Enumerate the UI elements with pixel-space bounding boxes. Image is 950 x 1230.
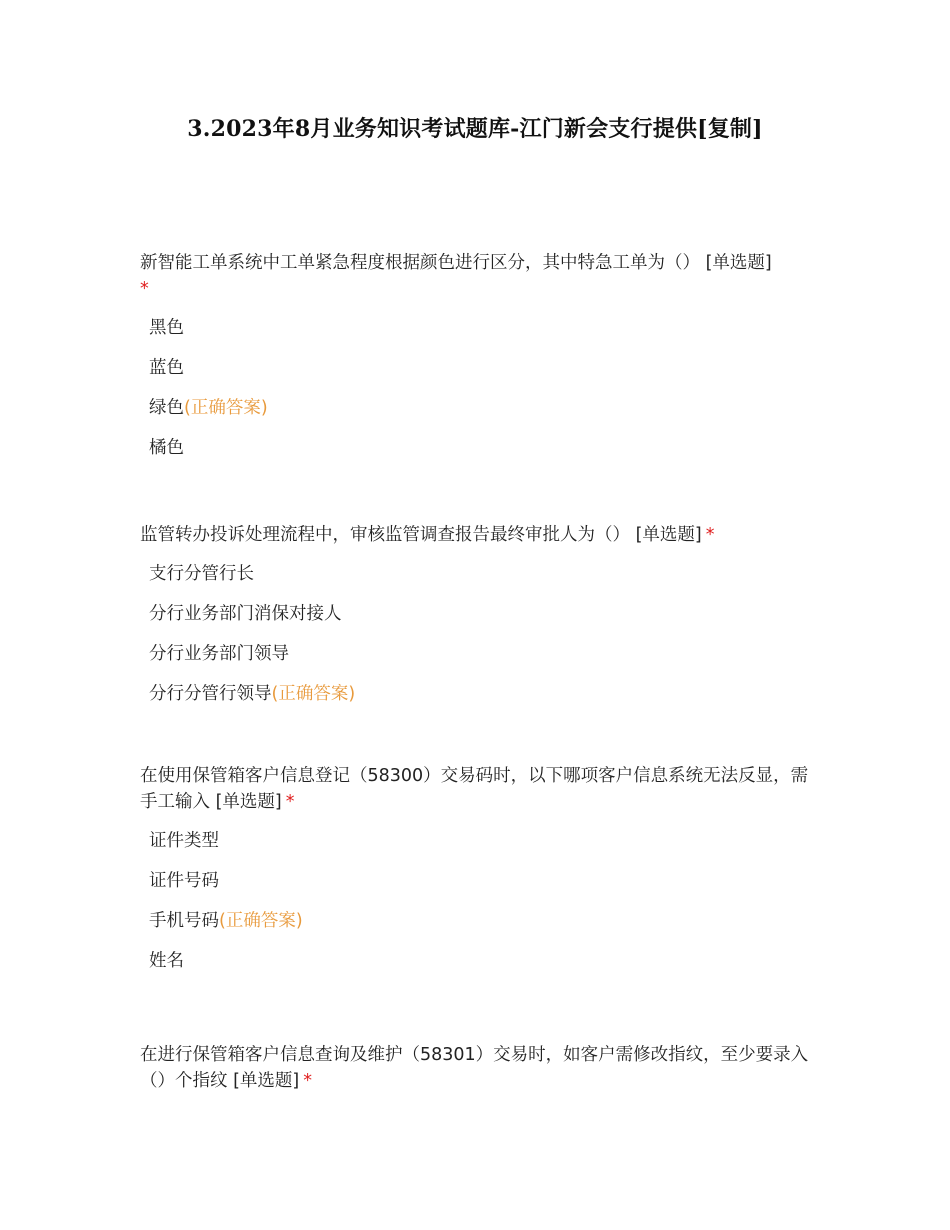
question-3	[140, 763, 815, 989]
option-label: 橘色	[149, 438, 184, 458]
question-label: 在使用保管箱客户信息登记（58300）交易码时，以下哪项客户信息系统无法反显，需手工输入	[140, 766, 809, 812]
options-list	[140, 316, 815, 476]
question-1	[140, 250, 815, 476]
question-4	[140, 1042, 815, 1094]
page-title: 3.2023年8月业务知识考试题库-江门新会支行提供[复制]	[187, 116, 763, 142]
question-text	[140, 1042, 815, 1094]
question-2	[140, 522, 815, 722]
option-item	[140, 869, 815, 909]
question-label: 监管转办投诉处理流程中，审核监管调查报告最终审批人为（）	[140, 525, 630, 545]
correct-answer-tag: (正确答案)	[184, 398, 268, 418]
option-label: 支行分管行长	[149, 564, 254, 584]
options-list	[140, 829, 815, 989]
option-item	[140, 396, 815, 436]
option-label: 蓝色	[149, 358, 184, 378]
options-list	[140, 562, 815, 722]
question-type: [单选题]	[705, 253, 772, 273]
option-label: 分行分管行领导	[149, 684, 272, 704]
option-item	[140, 562, 815, 602]
question-text	[140, 522, 815, 548]
option-label: 分行业务部门消保对接人	[149, 604, 342, 624]
question-text	[140, 763, 815, 815]
option-label: 绿色	[149, 398, 184, 418]
option-item	[140, 642, 815, 682]
option-item	[140, 436, 815, 476]
option-item	[140, 602, 815, 642]
required-mark: *	[303, 1071, 312, 1091]
option-label: 分行业务部门领导	[149, 644, 289, 664]
question-label: 新智能工单系统中工单紧急程度根据颜色进行区分，其中特急工单为（）	[140, 253, 700, 273]
option-label: 黑色	[149, 318, 184, 338]
option-item	[140, 356, 815, 396]
option-label: 证件类型	[149, 831, 219, 851]
question-type: [单选题]	[635, 525, 702, 545]
required-mark: *	[705, 525, 715, 545]
option-item	[140, 829, 815, 869]
required-mark: *	[140, 279, 149, 299]
option-label: 姓名	[149, 951, 184, 971]
correct-answer-tag: (正确答案)	[219, 911, 303, 931]
option-label: 证件号码	[149, 871, 219, 891]
option-item	[140, 316, 815, 356]
question-type: [单选题]	[233, 1071, 300, 1091]
question-text	[140, 250, 815, 302]
option-label: 手机号码	[149, 911, 219, 931]
required-mark: *	[285, 792, 295, 812]
question-label: 在进行保管箱客户信息查询及维护（58301）交易时，如客户需修改指纹，至少要录入（）个指纹	[140, 1045, 809, 1091]
option-item	[140, 909, 815, 949]
option-item	[140, 949, 815, 989]
question-type: [单选题]	[215, 792, 282, 812]
correct-answer-tag: (正确答案)	[271, 684, 356, 704]
option-item	[140, 682, 815, 722]
